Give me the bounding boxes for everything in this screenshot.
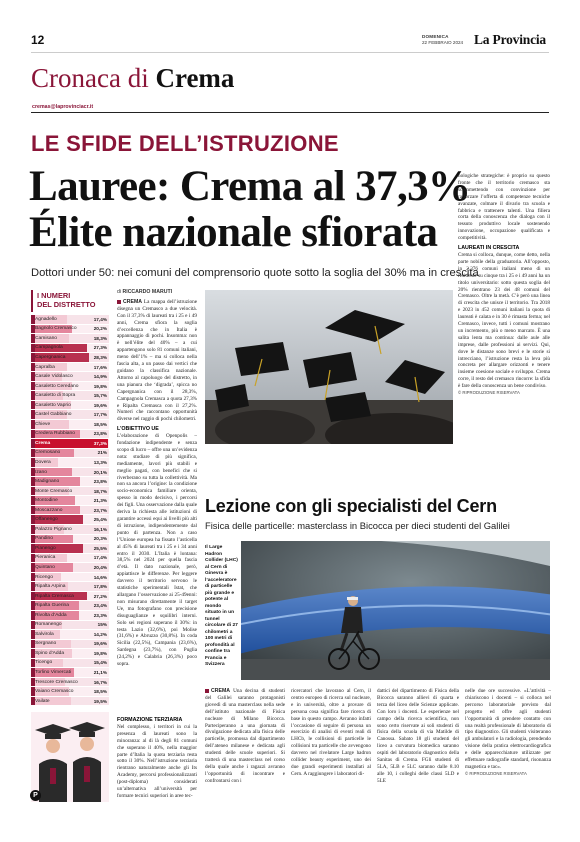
article1-body-4: Crema si colloca, dunque, come detto, nella parte nobile della graduatoria. All’opposto, in 2.376 comuni italiani meno di un residente su cinque tra i 25 e i 49 anni ha un titolo universitario: sotto questa soglia del 20% rientrano 23 dei 48 comuni del Cremasco. Oltre la metà. C’è però una linea di crescita che unisce il territorio. Tra 2018 e 2023 in 452 comuni italiani la quota di laureati è calata e in 30 è rimasta ferma; nel Cremasco, invece, tutti i comuni mostrano un incremento, più o meno marcato. È una salita lenta ma continua: dalle aule alle imprese, dalle professioni ai servizi. Qui, dove le distanze sono brevi e le storie si intrecciano, l’istruzione resta la leva più concreta per allargare orizzonti e tenere insieme coesione sociale e sviluppo. Crema corre, il resto del cremasco rincorre: la sfida è fare della conoscenza un bene condiviso. bbox=[458, 251, 550, 390]
district-name: Ripalta Cremasca bbox=[35, 593, 74, 599]
byline-name: RICCARDO MARUTI bbox=[122, 289, 173, 295]
issue-day: DOMENICA bbox=[422, 34, 449, 39]
district-percent: 17,4% bbox=[93, 555, 107, 561]
district-name: Dovera bbox=[35, 459, 51, 465]
newspaper-logo-icon bbox=[30, 790, 41, 801]
district-item bbox=[31, 372, 109, 382]
district-name: Sergnano bbox=[35, 641, 57, 647]
district-percent: 15,4% bbox=[93, 660, 107, 666]
article1-body-3: nologiche strategiche: è proprio su questo fronte che il territorio cremasco sta scommettendo con convinzione per rafforzare l’offerta di competenze tecniche avanzate, colmare il divario tra scuola e fabbrica e trattenere talenti. Una filiera corta della conoscenza che dialoga con il tessuto produttivo locale sostenendo innovazione, occupazione qualificata e competitività. bbox=[458, 173, 550, 242]
district-item bbox=[31, 573, 109, 583]
district-item bbox=[31, 554, 109, 564]
district-percent: 25,5% bbox=[93, 545, 107, 551]
district-marker bbox=[31, 334, 35, 343]
article2-subheadline: Fisica delle particelle: masterclass in Bicocca per dieci studenti del Galilei bbox=[205, 520, 510, 531]
district-percent: 18,5% bbox=[93, 421, 107, 427]
district-marker bbox=[31, 649, 35, 658]
article1-byline bbox=[117, 289, 197, 296]
district-marker bbox=[31, 477, 35, 486]
article2-col3-text: dattici del dipartimento di Fisica della Bicocca saranno allievi di quarta e terza del liceo delle Scienze applicate. Con loro i docenti. Le esperienze nel campo della ricerca scientifica, non sono certo riservate ai soli studenti di fisica della scuola di via Matilde di Canossa. Sabato 18 gli studenti del liceo a curvatura biomedica saranno ospiti del laboratorio diagnostico della Sanitas di Crema. FGli studenti di 5LA, 5LB e 5LC saranno dalle 8.10 alle 10, i colleghi delle classi 5LD e 5LE bbox=[377, 688, 459, 784]
article1-lead: La mappa dell’istruzione disegna un Cremasco a due velocità. Con il 37,3% di laureati tra i 25 e i 49 anni, Crema sfiora la soglia d’eccellenza che in Italia è appannaggio di pochi. Insomma: non è nell’élite del 40% – a cui appartengono solo 81 comuni italiani, meno dell’1% – ma si colloca nella fascia alta, a un passo dai vertici che guidano la classifica nazionale. Attorno al capoluogo del distretto, in una pianura che ‘digrada’, spicca no Capergnanica con il 28,3%, Campagnola Cremasca a quota 27,3% e Ripalta Cremasca con il 27,2%. Numeri che raccontano opportunità diverse nel raggio di pochi chilometri. bbox=[117, 298, 197, 423]
district-item bbox=[31, 611, 109, 621]
district-percent: 19,5% bbox=[93, 698, 107, 704]
district-percent: 19,8% bbox=[93, 383, 107, 389]
district-item bbox=[31, 601, 109, 611]
masthead-logo: La Provincia bbox=[474, 32, 546, 47]
page-number: 12 bbox=[31, 33, 45, 47]
district-percent: 23,3% bbox=[93, 612, 107, 618]
district-item bbox=[31, 439, 109, 449]
district-percent: 17,7% bbox=[93, 412, 107, 418]
byline-prefix: di bbox=[117, 289, 122, 295]
district-marker bbox=[31, 325, 35, 334]
article2-col2 bbox=[291, 688, 371, 814]
district-percent: 15,7% bbox=[93, 393, 107, 399]
article2-col2-text: ricercatori che lavorano al Cern, il centro europeo di ricerca sul nucleare, e in università, oltre a provare di persona cosa significa fare ricerca di base in questo campo. Avranno infatti l’occasione di seguire di persona un esercizio di analisi di eventi reali di LHCb, le collisioni di particelle le collisioni tra particelle che avvengono davvero nel rivelatore Large hadron collider beauty experiment, uno dei due grandi esperimenti installati al Cern. A raggiungere i laboratori di- bbox=[291, 688, 371, 777]
district-percent: 16,1% bbox=[93, 526, 107, 532]
district-name: Trescore Cremasco bbox=[35, 679, 78, 685]
district-name: Vailate bbox=[35, 698, 50, 704]
district-percent: 19,6% bbox=[93, 641, 107, 647]
district-marker bbox=[31, 573, 35, 582]
district-marker bbox=[31, 668, 35, 677]
district-name: Bagnolo Cremasco bbox=[35, 326, 77, 332]
graduation-caps-photo bbox=[205, 290, 453, 444]
district-marker bbox=[31, 344, 35, 353]
district-name: Salvirola bbox=[35, 631, 54, 637]
district-item bbox=[31, 353, 109, 363]
district-name: Madignano bbox=[35, 479, 60, 485]
lhc-tunnel-photo bbox=[241, 541, 550, 680]
district-item bbox=[31, 592, 109, 602]
district-item bbox=[31, 525, 109, 535]
article1-signature: © RIPRODUZIONE RISERVATA bbox=[458, 390, 520, 396]
district-marker bbox=[31, 544, 35, 553]
district-name: Moscazzano bbox=[35, 507, 63, 513]
article1-col1 bbox=[117, 289, 197, 713]
dateline-marker-icon bbox=[117, 300, 121, 304]
district-marker bbox=[31, 410, 35, 419]
sidebar-numbers bbox=[31, 290, 109, 802]
district-name: Agnadello bbox=[35, 316, 57, 322]
article2-headline: Lezione con gli specialisti del Cern bbox=[205, 496, 497, 516]
district-name: Romanengo bbox=[35, 622, 62, 628]
district-item bbox=[31, 649, 109, 659]
district-percent: 17,8% bbox=[93, 584, 107, 590]
district-marker bbox=[31, 315, 35, 324]
district-marker bbox=[31, 372, 35, 381]
district-name: Vaiano Cremasco bbox=[35, 689, 74, 695]
article2-photo-caption: Il Large Hadron Collider (LHC) al Cern di Ginevra è l’acceleratore di particelle più grande e potente al mondo situato in un tunnel circolare di 27 chilometri a 100 metri di profondità al confine tra Francia e Svizzera bbox=[205, 545, 238, 667]
district-marker bbox=[31, 496, 35, 505]
district-percent: 27,2% bbox=[93, 593, 107, 599]
district-percent: 14,6% bbox=[93, 574, 107, 580]
sidebar-accent-rule bbox=[31, 290, 33, 312]
district-item bbox=[31, 697, 109, 707]
district-item bbox=[31, 640, 109, 650]
district-item bbox=[31, 430, 109, 440]
district-percent: 21% bbox=[97, 450, 107, 456]
district-marker bbox=[31, 630, 35, 639]
district-marker bbox=[31, 601, 35, 610]
district-item bbox=[31, 621, 109, 631]
article1-body-1: L’elaborazione di Openpolis – fondazione indipendente e senza scopo di lucro – offre una un’evidenza nota: studiare di più significa, mediamente, lavori più stabili e meglio pagati, con benefici che si riverberano su tutta la collettività. Ma non sa ancora l’origine: la condizione socio-economica familiare orienta, spesso in modo decisivo, i percorsi dei figli. Una osservazione dalla quale deriva la richiesta alle istituzioni di garantire accessi equi ai livelli più alti di istruzione, indipendentemente dal punto di partenza. Non a caso l’Unione europea ha fissato l’asticella al 45% di laureati tra i 25 e i 34 anni entro il 2030. L’Italia è lontana: 38,5% nel 2024 per quella fascia d’età. Il dato nazionale, però, appiattisce le differenze. Per leggere davvero il territorio servono le statistiche sperimentali Istat, che allargano l’osservazione ai 25-49enni: non misurano direttamente il target Ue, ma fotografano con precisione disuguaglianze e squilibri interni. Solo sei regioni superano il 30%: in testa Lazio (32,6%), poi Molise (31,6%) e Abruzzo (30,8%). In coda Sicilia (22,5%), Campania (23,6%), Sardegna (23,7%), con Puglia (24,2%) e Calabria (26,3%) poco sopra. bbox=[117, 433, 197, 668]
district-name: Credera Rubbiano bbox=[35, 431, 75, 437]
article1-subhead-2: FORMAZIONE TERZIARIA bbox=[117, 717, 183, 723]
district-name: Pandino bbox=[35, 536, 53, 542]
district-name: Crema bbox=[35, 440, 51, 446]
district-percent: 17,6% bbox=[93, 364, 107, 370]
district-percent: 37,3% bbox=[93, 440, 107, 446]
section-city: Crema bbox=[155, 63, 235, 93]
district-percent: 19,8% bbox=[93, 650, 107, 656]
district-item bbox=[31, 630, 109, 640]
district-item bbox=[31, 535, 109, 545]
district-percent: 16,7% bbox=[93, 679, 107, 685]
district-marker bbox=[31, 382, 35, 391]
district-percent: 14,9% bbox=[93, 374, 107, 380]
article-subheadline: Dottori under 50: nei comuni del comprensorio quote sotto la soglia del 30% ma in crescita bbox=[31, 267, 479, 279]
district-name: Castel Gabbiano bbox=[35, 412, 72, 418]
district-name: Chieve bbox=[35, 421, 51, 427]
district-item bbox=[31, 344, 109, 354]
article2-col1 bbox=[205, 688, 285, 814]
district-percent: 15% bbox=[97, 622, 107, 628]
district-marker bbox=[31, 487, 35, 496]
district-item bbox=[31, 687, 109, 697]
district-marker bbox=[31, 640, 35, 649]
district-item bbox=[31, 468, 109, 478]
district-name: Casaletto Ceredano bbox=[35, 383, 79, 389]
district-item bbox=[31, 325, 109, 335]
district-percent: 18,5% bbox=[93, 689, 107, 695]
district-name: Ricengo bbox=[35, 574, 53, 580]
sidebar-list bbox=[31, 315, 109, 706]
district-name: Casaletto Vaprio bbox=[35, 402, 71, 408]
district-marker bbox=[31, 430, 35, 439]
district-item bbox=[31, 477, 109, 487]
district-marker bbox=[31, 563, 35, 572]
district-marker bbox=[31, 353, 35, 362]
district-item bbox=[31, 410, 109, 420]
newspaper-logo-letter: P bbox=[33, 792, 38, 799]
district-percent: 27,3% bbox=[93, 345, 107, 351]
district-name: Casaletto di Sopra bbox=[35, 393, 76, 399]
district-percent: 14,2% bbox=[93, 631, 107, 637]
section-rule bbox=[31, 112, 549, 113]
district-marker bbox=[31, 449, 35, 458]
district-name: Spino d’Adda bbox=[35, 650, 65, 656]
district-marker bbox=[31, 515, 35, 524]
article-headline-line2: Élite nazionale sfiorata bbox=[29, 209, 438, 256]
district-marker bbox=[31, 401, 35, 410]
district-percent: 23,8% bbox=[93, 479, 107, 485]
district-name: Camisano bbox=[35, 335, 58, 341]
district-item bbox=[31, 334, 109, 344]
district-marker bbox=[31, 458, 35, 467]
header-rule bbox=[31, 52, 549, 53]
district-percent: 23,7% bbox=[93, 507, 107, 513]
graduates-illustration bbox=[31, 712, 109, 802]
district-item bbox=[31, 420, 109, 430]
district-name: Izano bbox=[35, 469, 47, 475]
district-percent: 19,6% bbox=[93, 402, 107, 408]
district-name: Quintano bbox=[35, 564, 55, 570]
district-item bbox=[31, 582, 109, 592]
district-name: Capergnanica bbox=[35, 354, 66, 360]
article-headline-line1: Lauree: Crema al 37,3% bbox=[29, 163, 471, 210]
district-item bbox=[31, 382, 109, 392]
district-item bbox=[31, 458, 109, 468]
district-marker bbox=[31, 391, 35, 400]
district-item bbox=[31, 487, 109, 497]
sidebar-title-1: I NUMERI bbox=[37, 291, 71, 300]
district-item bbox=[31, 544, 109, 554]
district-marker bbox=[31, 420, 35, 429]
district-item bbox=[31, 363, 109, 373]
district-marker bbox=[31, 659, 35, 668]
article2-col4 bbox=[465, 688, 551, 814]
district-name: Capralba bbox=[35, 364, 55, 370]
section-title bbox=[31, 62, 234, 94]
district-item bbox=[31, 515, 109, 525]
district-name: Monte Cremasco bbox=[35, 488, 73, 494]
district-marker bbox=[31, 592, 35, 601]
article1-col3 bbox=[458, 173, 550, 448]
district-percent: 20,4% bbox=[93, 564, 107, 570]
article1-subhead-1: L’OBIETTIVO UE bbox=[117, 426, 159, 433]
article2-col4-text: nelle due ore successive. «L’attività – chiariscono i docenti – si colloca nel percorso laboratoriale previsto dal progetto ed offre agli studenti l’opportunità di prendere contatto con una realtà professionale di laboratorio di tipo diagnostico. Gli studenti visiteranno gli ambulatori e la radiologia, prendendo visione della pratica elettrocardiografica e delle apparecchiature utilizzate per effettuare radiografie standard, risonanza magnetica e tac». bbox=[465, 688, 551, 770]
district-percent: 21,1% bbox=[93, 670, 107, 675]
district-name: Pianengo bbox=[35, 545, 56, 551]
district-marker bbox=[31, 554, 35, 563]
article2-col1-text: Una decina di studenti del Galilei saranno protagonisti giovedì di una masterclass nella sede dell’istituto nazionale di Fisica nucleare di Milano Bicocca. Parteciperanno a una giornata di divulgazione dedicata alla fisica delle particelle, promossa dal dipartimento dell’ateneo milanese e dedicata agli studenti delle scuole superiori. Si tratterà di una masterclass nel corso della quale anche i ragazzi avranno l’opportunità di incontrare e confrontarsi con i bbox=[205, 688, 285, 784]
article2-signature: © RIPRODUZIONE RISERVATA bbox=[465, 770, 527, 776]
district-marker bbox=[31, 535, 35, 544]
district-name: Ripalta Guerina bbox=[35, 603, 69, 609]
issue-date: 22 FEBBRAIO 2024 bbox=[422, 40, 464, 45]
district-marker bbox=[31, 439, 35, 448]
article1-body-2: Nel complesso, i territori in cui la presenza di laureati sono la minoranza: al di là degli 81 comuni che superano il 40%, nella maggior parte d’Italia la quota terziaria resta sotto il 30%. Nell’istruzione terziaria rientrano naturalmente anche gli Its Academy, percorsi professionalizzanti (post-diploma) considerati un’alternativa all’università per formare tecnici superiori in aree tec- bbox=[117, 723, 197, 799]
district-marker bbox=[31, 363, 35, 372]
district-percent: 23,4% bbox=[93, 603, 107, 609]
district-item bbox=[31, 315, 109, 325]
district-item bbox=[31, 506, 109, 516]
district-name: Pieranica bbox=[35, 555, 56, 561]
district-percent: 20,1% bbox=[93, 469, 107, 475]
district-percent: 18,3% bbox=[93, 335, 107, 341]
article-kicker: LE SFIDE DELL’ISTRUZIONE bbox=[31, 131, 339, 156]
article2-dateline: CREMA bbox=[211, 688, 231, 694]
district-item bbox=[31, 401, 109, 411]
district-marker bbox=[31, 621, 35, 630]
district-percent: 23,8% bbox=[93, 431, 107, 437]
district-name: Palazzo Pignano bbox=[35, 526, 72, 532]
district-percent: 28,3% bbox=[93, 354, 107, 360]
district-percent: 25,4% bbox=[93, 517, 107, 523]
district-percent: 20,3% bbox=[93, 536, 107, 542]
district-name: Cremosano bbox=[35, 450, 61, 456]
district-marker bbox=[31, 611, 35, 620]
district-item bbox=[31, 391, 109, 401]
article1-subhead-3: LAUREATI IN CRESCITA bbox=[458, 245, 520, 252]
district-name: Ripalta Arpina bbox=[35, 584, 66, 590]
district-marker bbox=[31, 697, 35, 706]
article2-dateline-marker-icon bbox=[205, 689, 209, 693]
district-percent: 21,3% bbox=[93, 498, 107, 504]
district-name: Campagnola bbox=[35, 345, 63, 351]
district-item bbox=[31, 678, 109, 688]
district-name: Casale Vidolasco bbox=[35, 374, 73, 380]
district-name: Torlino Vimercati bbox=[35, 670, 72, 675]
district-item bbox=[31, 449, 109, 459]
section-prefix: Cronaca di bbox=[31, 63, 149, 93]
district-percent: 13,3% bbox=[93, 459, 107, 465]
district-percent: 20,2% bbox=[93, 326, 107, 332]
district-item bbox=[31, 563, 109, 573]
district-marker bbox=[31, 678, 35, 687]
article2-col3 bbox=[377, 688, 459, 814]
district-marker bbox=[31, 582, 35, 591]
district-percent: 18,7% bbox=[93, 488, 107, 494]
district-name: Montodine bbox=[35, 498, 58, 504]
district-item bbox=[31, 659, 109, 669]
district-item bbox=[31, 668, 109, 678]
district-percent: 17,4% bbox=[93, 316, 107, 322]
district-name: Ticengo bbox=[35, 660, 53, 666]
district-name: Rivolta d’Adda bbox=[35, 612, 67, 618]
district-marker bbox=[31, 468, 35, 477]
article1-dateline: CREMA bbox=[123, 298, 143, 305]
district-marker bbox=[31, 525, 35, 534]
district-marker bbox=[31, 687, 35, 696]
section-email[interactable]: cremas@laprovinciacr.it bbox=[32, 104, 94, 110]
district-name: Offanengo bbox=[35, 517, 58, 523]
district-marker bbox=[31, 506, 35, 515]
article1-col2 bbox=[117, 717, 197, 815]
district-item bbox=[31, 496, 109, 506]
sidebar-title-2: DEL DISTRETTO bbox=[37, 300, 96, 309]
